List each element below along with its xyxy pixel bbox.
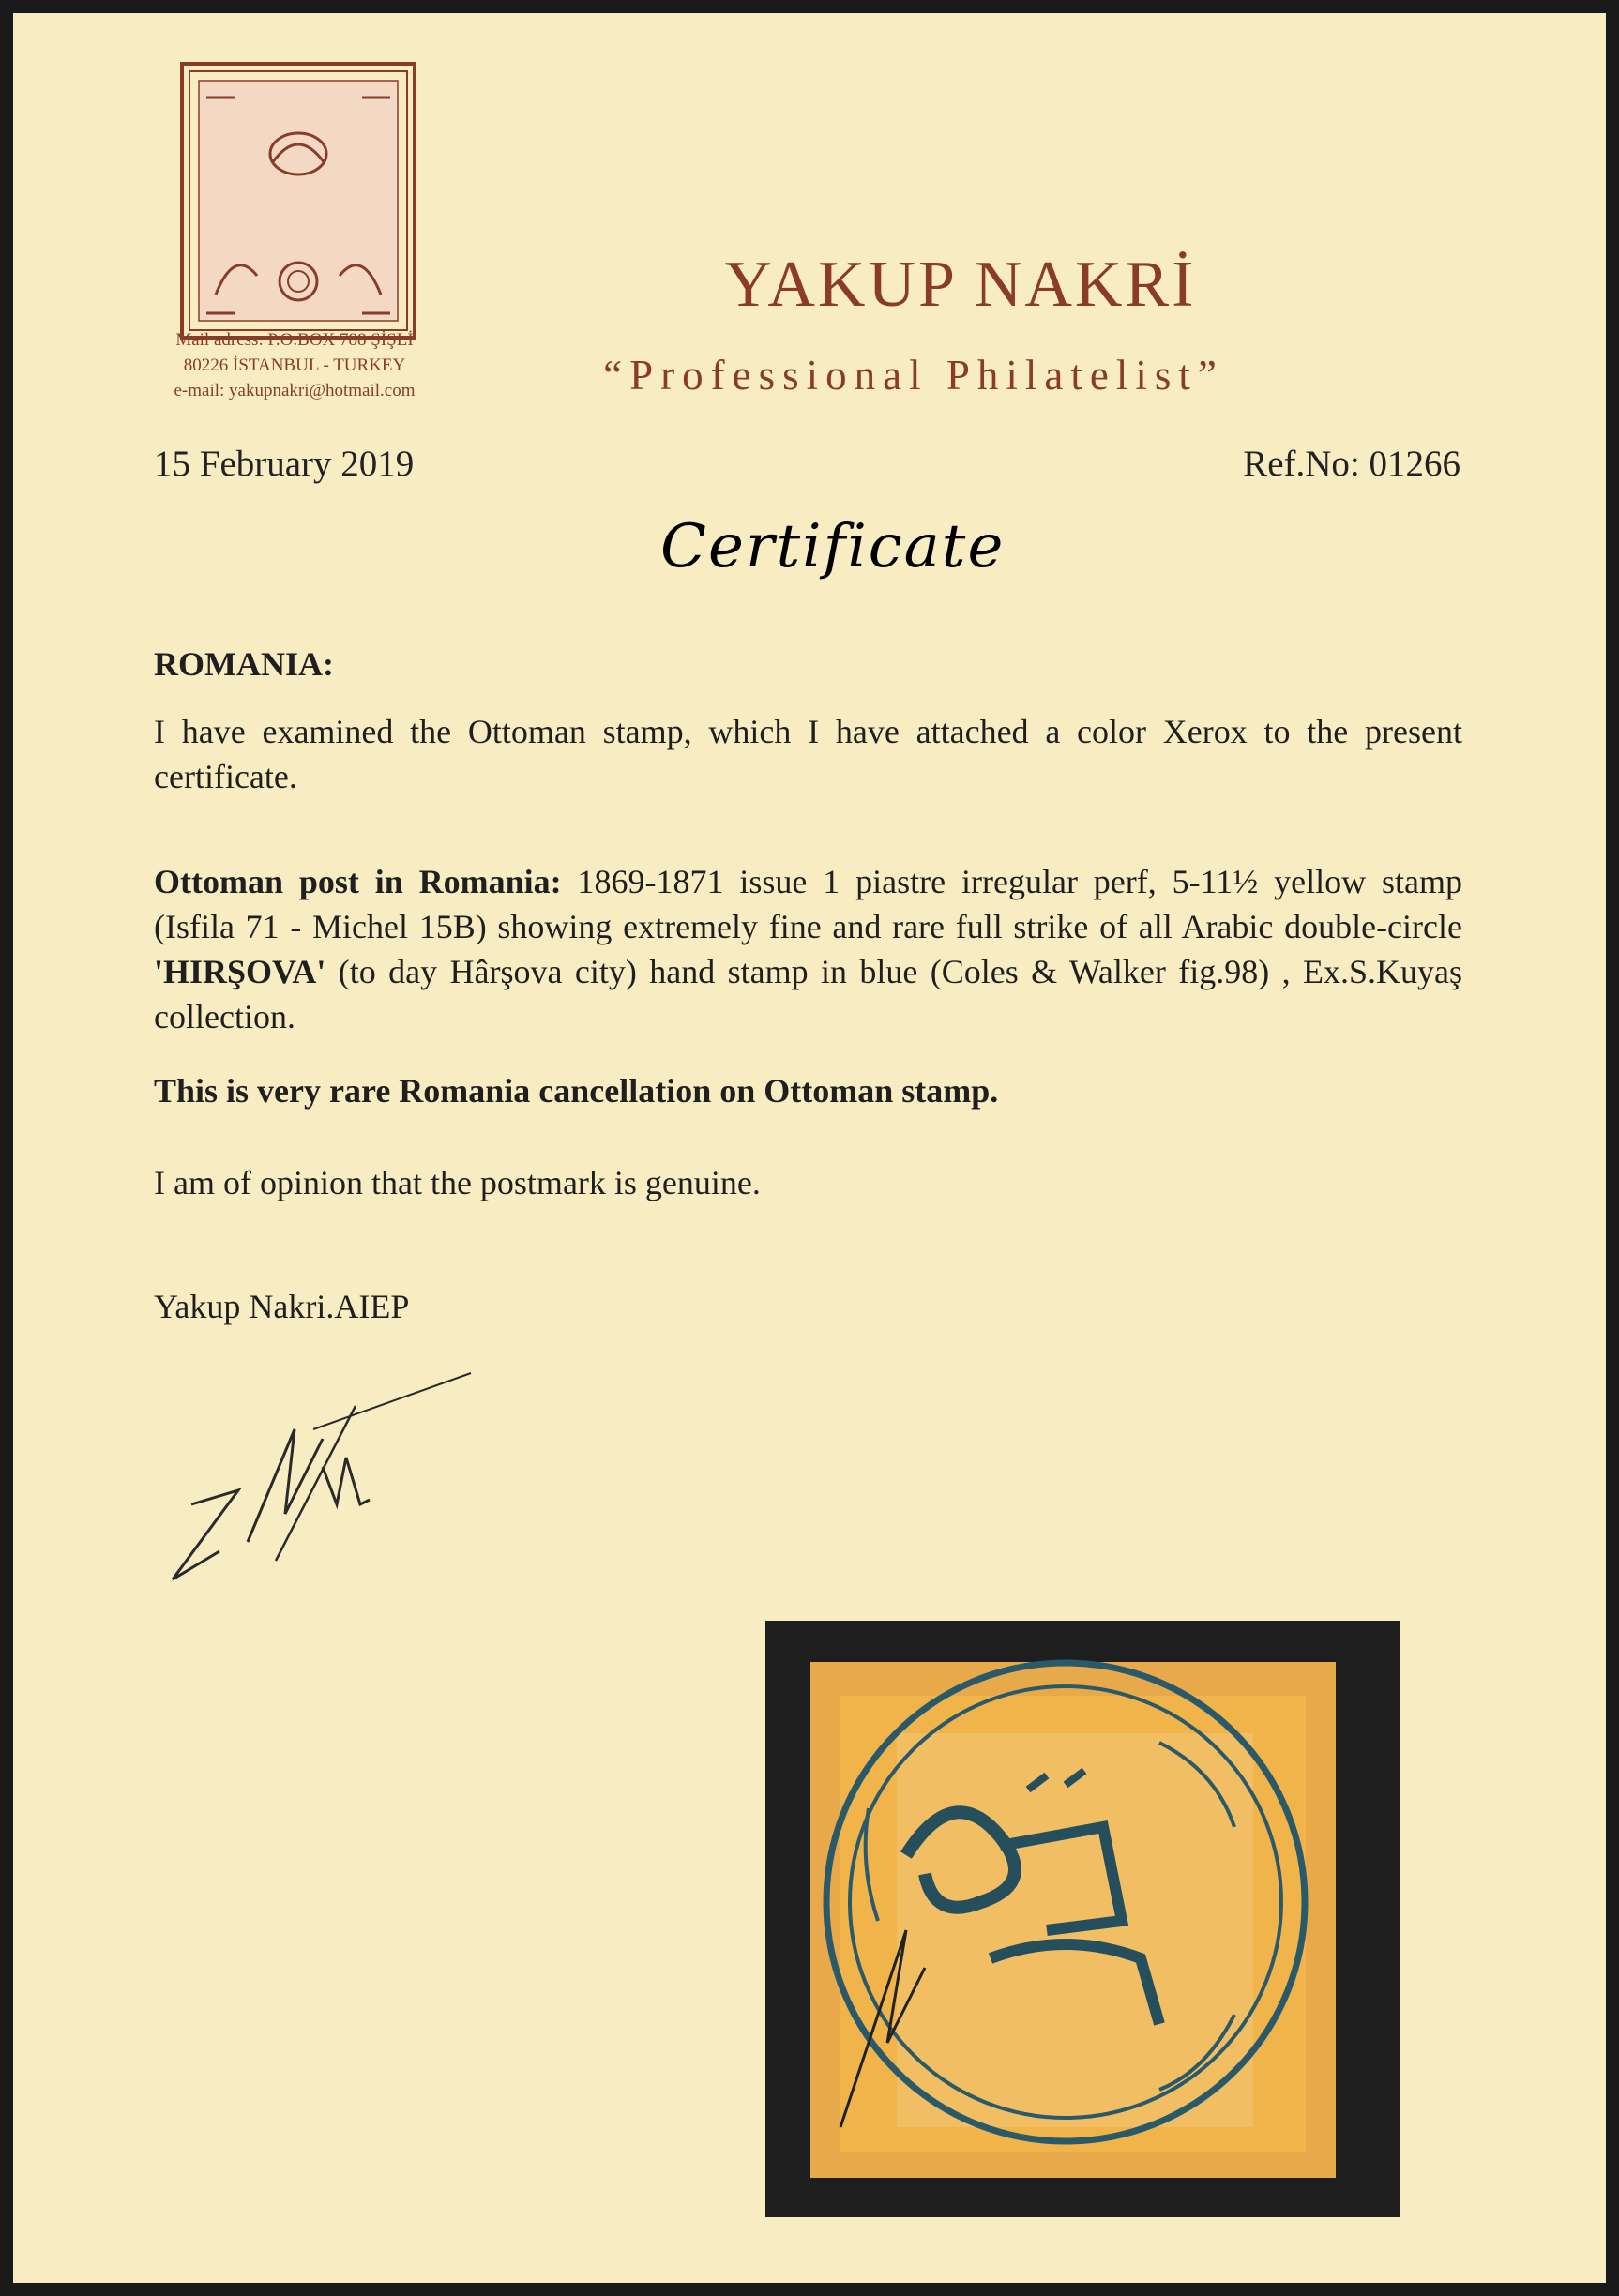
description-text-2: (to day Hârşova city) hand stamp in blue (Coles & Walker fig.98) , Ex.S.Kuyaş collection.	[154, 953, 1462, 1035]
paragraph-examination: I have examined the Ottoman stamp, which I have attached a color Xerox to the present certificate.	[154, 713, 1462, 795]
paragraph-description	[154, 859, 1462, 1039]
certificate-date: 15 February 2019	[154, 444, 415, 484]
description-lead: Ottoman post in Romania:	[154, 863, 562, 900]
certificate-title	[651, 491, 1007, 595]
mail-line-3: e-mail: yakupnakri@hotmail.com	[174, 381, 416, 400]
reference-number: Ref.No: 01266	[1243, 444, 1460, 484]
issuer-tagline: “Professional Philatelist”	[603, 352, 1224, 399]
certificate-title-text: Certificate	[660, 512, 1006, 582]
stamp-photo	[765, 1621, 1400, 2217]
ottoman-stamp-logo	[178, 60, 418, 341]
country-heading: ROMANIA:	[154, 645, 334, 683]
postmark-name: 'HIRŞOVA'	[154, 953, 326, 990]
certificate-sheet	[13, 13, 1606, 2283]
signatory-name: Yakup Nakri.AIEP	[154, 1288, 410, 1325]
rarity-statement: This is very rare Romania cancellation on Ottoman stamp.	[154, 1072, 999, 1110]
mail-address	[107, 327, 482, 403]
mail-line-2: 80226 İSTANBUL - TURKEY	[183, 355, 406, 375]
opinion-statement: I am of opinion that the postmark is genuine.	[154, 1164, 761, 1201]
description-text-1: 1869-1871 issue 1 piastre irregular perf, 5-11½ yellow stamp (Isfila 71 - Michel 15B) showing extremely fine and rare full strike of all Arabic double-circle	[154, 863, 1463, 945]
mail-line-1: Mail adress: P.O.BOX 788 ŞİŞLİ	[175, 330, 414, 350]
issuer-name: YAKUP NAKRİ	[724, 249, 1197, 321]
handwritten-signature	[135, 1317, 492, 1598]
